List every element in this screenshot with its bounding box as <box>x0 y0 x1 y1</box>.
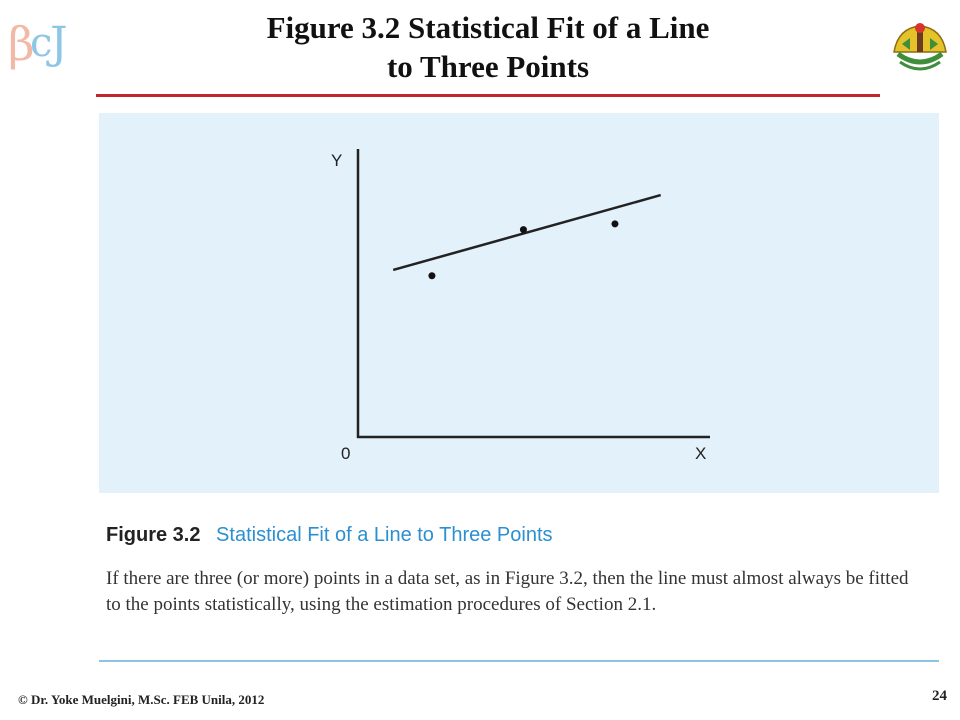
figure-caption-body: If there are three (or more) points in a data set, as in Figure 3.2, then the line must almost always be fitted to the points statistically, using the estimation procedures of Section 2.1. <box>106 568 909 615</box>
chart-marks <box>393 195 661 279</box>
footer-copyright: © Dr. Yoke Muelgini, M.Sc. FEB Unila, 2012 <box>18 692 265 707</box>
figure-number: Figure 3.2 <box>106 524 201 546</box>
slide-title-line-1: Figure 3.2 Statistical Fit of a Line <box>266 10 710 45</box>
scatter-chart <box>99 113 939 493</box>
slide-title <box>96 8 880 86</box>
caption-bottom-rule <box>99 660 939 662</box>
data-point-1 <box>428 272 435 279</box>
figure-caption-title <box>106 524 553 547</box>
svg-text:J: J <box>50 18 68 69</box>
svg-text:β: β <box>8 17 35 71</box>
figure-panel <box>99 113 939 493</box>
title-underline <box>96 94 880 97</box>
data-point-2 <box>520 226 527 233</box>
slide-title-line-2: to Three Points <box>386 49 590 84</box>
y-axis-label: Y <box>331 151 343 170</box>
fitted-line <box>393 195 661 270</box>
svg-text:c: c <box>30 20 53 66</box>
page-number: 24 <box>932 688 947 704</box>
university-emblem-icon <box>888 14 952 78</box>
x-axis-label: X <box>695 444 707 463</box>
figure-name: Statistical Fit of a Line to Three Points <box>216 524 553 546</box>
beta-logo <box>6 8 76 78</box>
data-point-3 <box>611 220 618 227</box>
origin-label: 0 <box>341 444 351 463</box>
